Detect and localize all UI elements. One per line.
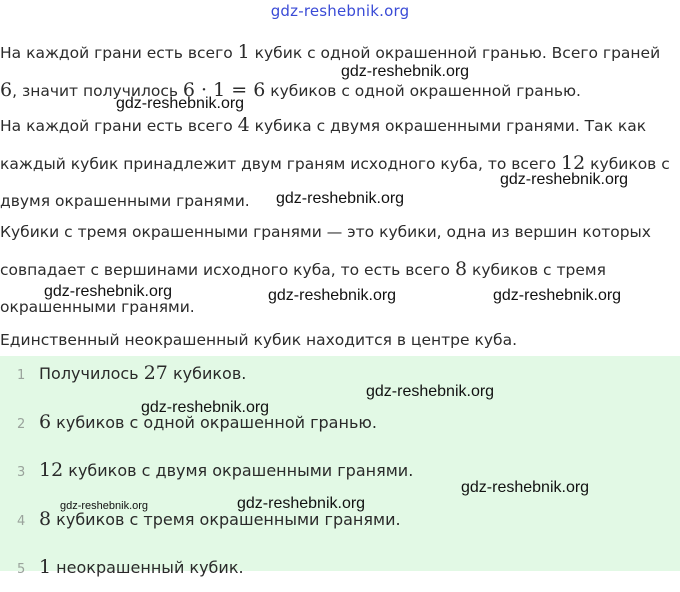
answer-item-text [39,556,244,578]
text: кубиков с двумя окрашенными гранями. [0,155,670,210]
answer-item-number: 2 [17,417,26,432]
watermark: gdz-reshebnik.org [268,287,397,304]
solution-paragraph-3 [0,214,680,326]
watermark: gdz-reshebnik.org [461,479,590,496]
watermark: gdz-reshebnik.org [366,383,495,400]
answer-item-text [39,459,413,481]
text: кубиков с двумя окрашенными гранями. [63,461,414,480]
math-value: 8 [454,258,468,280]
solution-paragraph-1 [0,34,680,110]
text: кубиков. [167,364,247,383]
text: На каждой грани есть всего [0,44,238,62]
math-value: 6 [0,79,13,101]
answer-item [0,552,680,592]
text: кубиков с тремя окрашенными гранями. [51,510,401,529]
math-value: 6 [39,411,52,433]
math-value: 1 [39,556,52,578]
answer-item [0,358,680,398]
math-expression: 6 · 1 = 6 [182,79,266,101]
watermark: gdz-reshebnik.org [116,95,245,112]
text: Получилось [39,364,144,383]
watermark: gdz-reshebnik.org [141,399,270,416]
answer-item [0,407,680,447]
math-value: 27 [143,362,168,384]
text: , значит получилось [12,82,183,100]
watermark: gdz-reshebnik.org [44,283,173,300]
answer-item-number: 5 [17,562,26,577]
text: кубиков с тремя окрашенными гранями. [0,261,606,316]
text: кубиков с одной окрашенной гранью. [265,82,581,100]
site-link[interactable]: gdz-reshebnik.org [270,2,410,20]
math-value: 4 [237,114,250,136]
math-value: 12 [39,459,64,481]
text: кубик с одной окрашенной гранью. Всего граней [249,44,661,62]
answer-item-number: 1 [17,368,26,383]
text: Кубики с тремя окрашенными гранями — это кубики, одна из вершин которых совпадает с вершинами исходного куба, то есть всего [0,223,651,279]
text: кубиков с одной окрашенной гранью. [51,413,377,432]
answer-box [0,356,680,578]
math-value: 8 [39,508,52,530]
text: кубика с двумя окрашенными гранями. Так как каждый кубик принадлежит двум граням исходного куба, то всего [0,117,647,173]
text: На каждой грани есть всего [0,117,238,135]
watermark: gdz-reshebnik.org [60,500,149,512]
answer-item-number: 3 [17,465,26,480]
watermark: gdz-reshebnik.org [341,63,470,80]
site-header [0,0,680,24]
watermark: gdz-reshebnik.org [276,190,405,207]
answer-item-number: 4 [17,514,26,529]
answer-item-text [39,362,246,384]
watermark: gdz-reshebnik.org [500,171,629,188]
math-value: 1 [237,41,250,63]
watermark: gdz-reshebnik.org [237,495,366,512]
math-value: 12 [561,152,586,174]
watermark: gdz-reshebnik.org [493,287,622,304]
text: неокрашенный кубик. [51,558,244,577]
solution-paragraph-4: Единственный неокрашенный кубик находится в центре куба. [0,331,517,349]
